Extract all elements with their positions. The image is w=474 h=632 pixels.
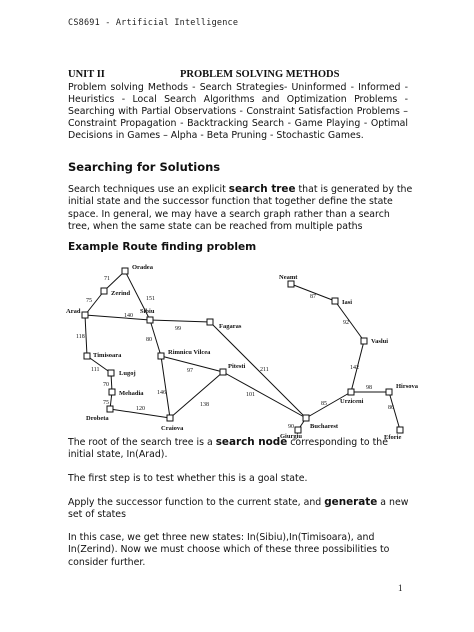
p2-text-a: The root of the search tree is a (68, 437, 216, 448)
city-label: Rimnicu Vilcea (168, 349, 211, 356)
distance-label: 75 (86, 298, 92, 304)
distance-label: 151 (146, 296, 155, 302)
distance-label: 99 (175, 326, 181, 332)
unit-label: UNIT II (68, 69, 105, 80)
distance-label: 118 (76, 334, 85, 340)
distance-label: 90 (288, 424, 294, 430)
city-label: Neamt (279, 274, 298, 281)
city-label: Eforie (384, 434, 402, 441)
distance-label: 142 (350, 365, 359, 371)
city-label: Mehadia (119, 390, 144, 397)
p4-text-c: a new set of states (68, 497, 409, 521)
city-label: Zerind (111, 290, 131, 297)
goal-test-paragraph: The first step is to test whether this is a goal state. (68, 473, 308, 484)
city-label: Fagaras (219, 323, 242, 330)
distance-label: 140 (124, 313, 133, 319)
city-label: Arad (66, 308, 81, 315)
city-label: Bucharest (310, 423, 339, 430)
distance-label: 111 (91, 367, 100, 373)
distance-label: 98 (366, 385, 372, 391)
city-label: Giurgiu (280, 433, 303, 440)
distance-label: 87 (310, 294, 316, 300)
city-label: Oradea (132, 264, 153, 271)
distance-label: 146 (157, 390, 166, 396)
page-number: 1 (398, 583, 403, 593)
unit-title: PROBLEM SOLVING METHODS (180, 69, 340, 80)
distance-label: 85 (321, 401, 327, 407)
city-label: Lugoj (119, 370, 136, 377)
city-label: Pitesti (228, 363, 246, 370)
city-label: Vaslui (371, 338, 389, 345)
distance-label: 86 (388, 405, 394, 411)
distance-label: 97 (187, 368, 193, 374)
romania-route-map (66, 258, 419, 441)
distance-label: 92 (343, 320, 349, 326)
distance-label: 120 (136, 406, 145, 412)
search-node-paragraph (68, 436, 413, 462)
search-tree-paragraph (68, 183, 413, 233)
para1-text-a: Search techniques use an explicit (68, 184, 229, 195)
term-generate: generate (324, 496, 378, 508)
new-states-paragraph: In this case, we get three new states: In(Sibiu),In(Timisoara), and In(Zerind). Now we must choose which of these three possibilities to consider further. (68, 532, 390, 568)
city-label: Craiova (161, 425, 184, 432)
city-label: Timisoara (93, 352, 122, 359)
term-search-tree: search tree (228, 183, 296, 195)
city-label: Hirsova (396, 383, 419, 390)
city-label: Drobeta (86, 415, 109, 422)
section-heading: Searching for Solutions (68, 160, 221, 174)
distance-label: 75 (103, 400, 109, 406)
p2-text-c: corresponding to the initial state, In(Arad). (68, 437, 388, 461)
term-search-node: search node (215, 436, 288, 448)
para1-text-c: that is generated by the initial state and the successor function that together define the state space. In general, we may have a search graph rather than a search tree, when the same state can be reached from multiple paths (68, 184, 413, 232)
distance-label: 70 (103, 382, 109, 388)
unit-topics: Problem solving Methods - Search Strategies- Uninformed - Informed - Heuristics - Local Search Algorithms and Optimization Problems - Searching with Partial Observations - Constraint Satisfaction Problems – Constraint Propagation - Backtracking Search - Game Playing - Optimal Decisions in Games – Alpha - Beta Pruning - Stochastic Games. (68, 82, 408, 142)
distance-label: 101 (246, 392, 255, 398)
p4-text-a: Apply the successor function to the current state, and (68, 497, 325, 508)
distance-label: 211 (260, 367, 269, 373)
successor-paragraph (68, 496, 413, 522)
city-label: Urziceni (340, 398, 364, 405)
example-heading: Example Route finding problem (68, 241, 257, 253)
city-label: Iasi (342, 299, 353, 306)
distance-label: 71 (104, 276, 110, 282)
distance-label: 80 (146, 337, 152, 343)
running-header: CS8691 - Artificial Intelligence (68, 18, 239, 28)
city-label: Sibiu (140, 308, 155, 315)
distance-label: 138 (200, 402, 209, 408)
